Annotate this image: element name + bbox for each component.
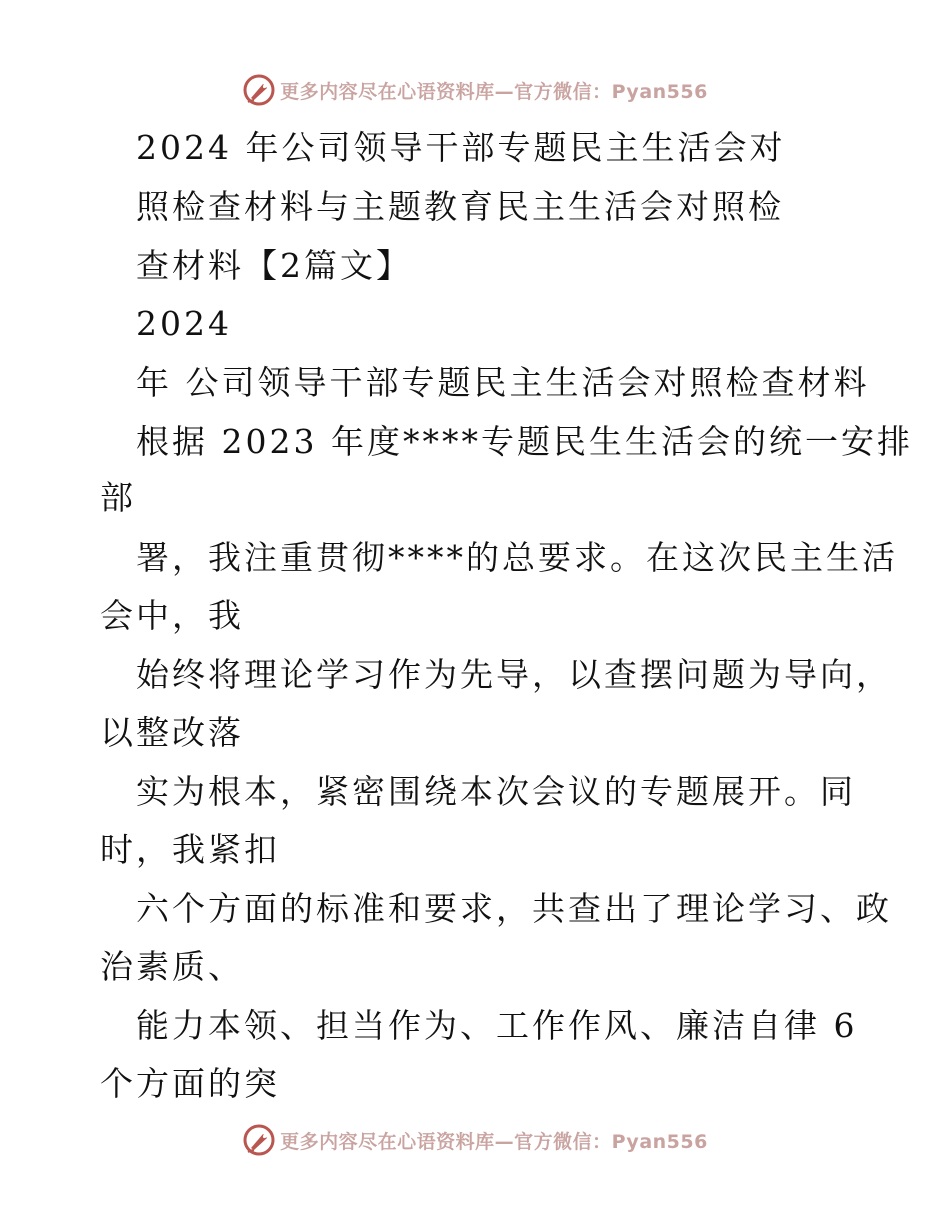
body-line: 时，我紧扣 [100, 830, 280, 869]
body-line: 以整改落 [100, 713, 244, 752]
body-line: 会中，我 [100, 596, 244, 635]
body-line: 治素质、 [100, 947, 244, 986]
pen-nib-circle-icon [242, 1123, 276, 1157]
subtitle-line: 2024 [136, 304, 232, 343]
body-line: 实为根本，紧密围绕本次会议的专题展开。同 [136, 772, 856, 811]
body-line: 能力本领、担当作为、工作作风、廉洁自律 6 [136, 1006, 858, 1045]
body-line: 署，我注重贯彻****的总要求。在这次民主生活 [136, 538, 898, 577]
body-line: 始终将理论学习作为先导，以查摆问题为导向， [136, 655, 892, 694]
title-line: 查材料【2篇文】 [136, 246, 412, 285]
body-line: 个方面的突 [100, 1064, 280, 1103]
body-line: 六个方面的标准和要求，共查出了理论学习、政 [136, 889, 892, 928]
body-line: 部 [100, 478, 136, 517]
body-line: 根据 2023 年度****专题民生生活会的统一安排 [136, 422, 913, 461]
footer-watermark [0, 1120, 950, 1160]
title-line: 2024 年公司领导干部专题民主生活会对 [136, 128, 786, 167]
watermark-text: 更多内容尽在心语资料库—官方微信：Pyan556 [280, 1130, 708, 1153]
subtitle-line: 年 公司领导干部专题民主生活会对照检查材料 [136, 363, 870, 402]
watermark-text: 更多内容尽在心语资料库—官方微信：Pyan556 [280, 80, 708, 103]
title-line: 照检查材料与主题教育民主生活会对照检 [136, 187, 784, 226]
